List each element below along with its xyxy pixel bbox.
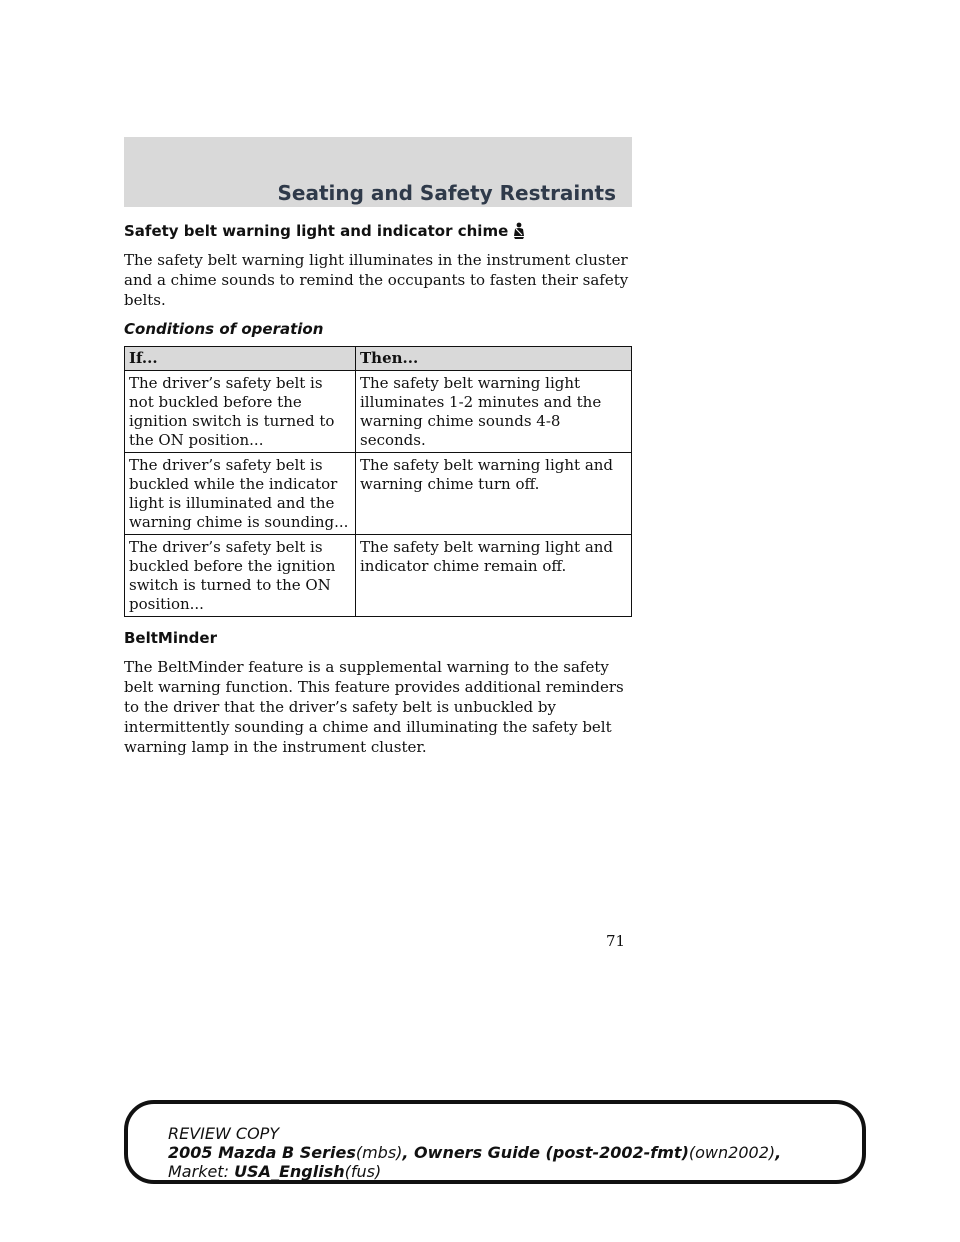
footer-model-code: (mbs) — [355, 1143, 403, 1162]
column-header-if: If... — [125, 347, 356, 371]
page-content — [124, 222, 632, 767]
then-cell: The safety belt warning light and warning chime turn off. — [356, 453, 632, 535]
footer-model: 2005 Mazda B Series — [168, 1143, 356, 1162]
conditions-table — [124, 346, 632, 617]
if-cell: The driver’s safety belt is not buckled before the ignition switch is turned to the ON position... — [125, 371, 356, 453]
footer-model-line — [168, 1143, 781, 1162]
review-copy-line: REVIEW COPY — [168, 1124, 280, 1143]
footer-market: USA_English — [234, 1162, 345, 1181]
footer-comma: , — [775, 1143, 782, 1162]
beltminder-heading: BeltMinder — [124, 629, 217, 647]
if-cell: The driver’s safety belt is buckled while the indicator light is illuminated and the warning chime is sounding... — [125, 453, 356, 535]
if-cell: The driver’s safety belt is buckled before the ignition switch is turned to the ON position... — [125, 535, 356, 617]
footer-guide-code: (own2002) — [688, 1143, 776, 1162]
section-heading-text: Safety belt warning light and indicator chime — [124, 222, 509, 240]
table-row — [125, 453, 632, 535]
footer-market-line — [168, 1162, 781, 1181]
conditions-heading: Conditions of operation — [124, 320, 324, 338]
table-header-row — [125, 347, 632, 371]
then-cell: The safety belt warning light and indicator chime remain off. — [356, 535, 632, 617]
header-title: Seating and Safety Restraints — [277, 181, 616, 205]
seatbelt-icon — [512, 222, 526, 240]
section-intro: The safety belt warning light illuminates in the instrument cluster and a chime sounds to remind the occupants to fasten their safety belts. — [124, 251, 629, 309]
review-copy-box — [124, 1100, 866, 1184]
footer-guide: , Owners Guide (post-2002-fmt) — [402, 1143, 689, 1162]
beltminder-text: The BeltMinder feature is a supplemental warning to the safety belt warning function. This feature provides additional reminders to the driver that the driver’s safety belt is unbuckled by intermittently sounding a chime and illuminating the safety belt warning lamp in the instrument cluster. — [124, 658, 624, 756]
page-number: 71 — [606, 932, 626, 950]
column-header-then: Then... — [356, 347, 632, 371]
footer-market-code: (fus) — [344, 1162, 382, 1181]
header-band — [124, 137, 632, 207]
table-row — [125, 535, 632, 617]
section-heading — [124, 222, 632, 240]
table-row — [125, 371, 632, 453]
review-copy-text — [168, 1124, 781, 1181]
footer-market-label: Market: — [168, 1162, 229, 1181]
then-cell: The safety belt warning light illuminates 1-2 minutes and the warning chime sounds 4-8 seconds. — [356, 371, 632, 453]
